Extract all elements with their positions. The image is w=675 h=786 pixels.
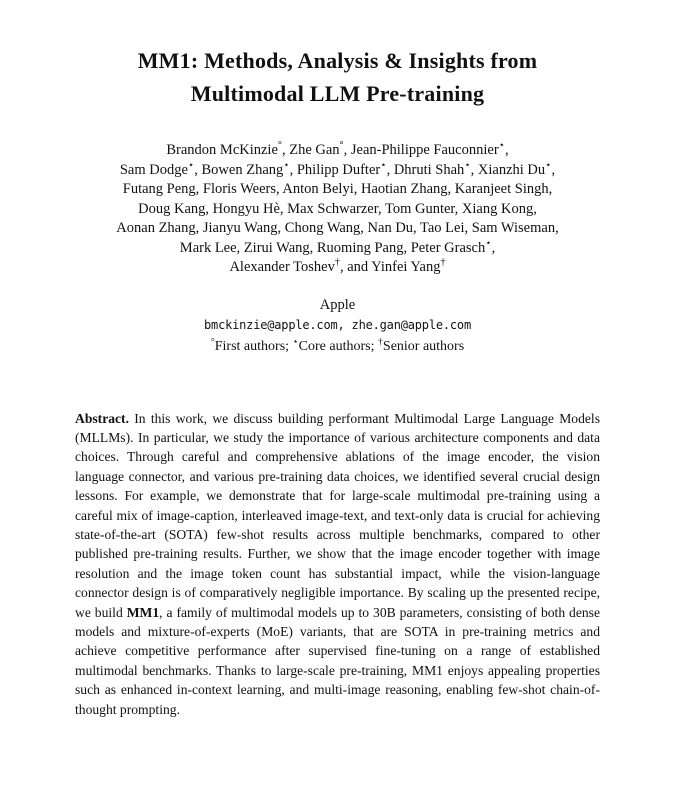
affiliation: Apple <box>319 296 356 313</box>
author-line: Futang Peng, Floris Weers, Anton Belyi, Haotian Zhang, Karanjeet Singh, <box>122 181 553 197</box>
abstract-mm1-bold: MM1 <box>126 604 160 620</box>
author-line: Brandon McKinzie°, Zhe Gan°, Jean-Philippe Fauconnier⋆, <box>166 140 509 158</box>
author-line: Alexander Toshev†, and Yinfei Yang† <box>229 257 446 275</box>
author-line: Mark Lee, Zirui Wang, Ruoming Pang, Peter Grasch⋆, <box>179 237 496 256</box>
title-line-2: Multimodal LLM Pre-training <box>190 81 485 106</box>
abstract-text-1: In this work, we discuss building performant Multimodal Large Language Models (MLLMs). In particular, we study the importance of various architecture components and data choices. Through careful and comprehensive ablations of the image encoder, the vision language connector, and various pre-training data choices, we identified several crucial design lessons. For example, we demonstrate that for large-scale multimodal pre-training using a careful mix of image-caption, interleaved image-text, and text-only data is crucial for achieving state-of-the-art (SOTA) few-shot results across multiple benchmarks, compared to other published pre-training results. Further, we show that the image encoder together with image resolution and the image token count has substantial impact, while the vision-language connector design is of comparatively negligible importance. By scaling up the presented recipe, we build <box>75 410 600 620</box>
author-line: Doug Kang, Hongyu Hè, Max Schwarzer, Tom Gunter, Xiang Kong, <box>138 200 537 217</box>
abstract-label: Abstract. <box>75 410 129 426</box>
title-line-1: MM1: Methods, Analysis & Insights from <box>137 48 538 73</box>
author-block <box>0 141 675 278</box>
abstract-text-2: , a family of multimodal models up to 30B parameters, consisting of both dense models and mixture-of-experts (MoE) variants, that are SOTA in pre-training metrics and achieve competitive performance after supervised fine-tuning on a range of established multimodal benchmarks. Thanks to large-scale pre-training, MM1 enjoys appealing properties such as enhanced in-context learning, and multi-image reasoning, enabling few-shot chain-of-thought prompting. <box>75 604 601 717</box>
abstract <box>75 409 600 720</box>
author-footnote: °First authors; ⋆Core authors; †Senior authors <box>210 335 465 354</box>
author-line: Aonan Zhang, Jianyu Wang, Chong Wang, Nan Du, Tao Lei, Sam Wiseman, <box>116 220 559 236</box>
author-emails: bmckinzie@apple.com, zhe.gan@apple.com <box>204 317 471 332</box>
author-line: Sam Dodge⋆, Bowen Zhang⋆, Philipp Dufter⋆, Dhruti Shah⋆, Xianzhi Du⋆, <box>119 159 556 178</box>
paper-title <box>0 44 675 110</box>
